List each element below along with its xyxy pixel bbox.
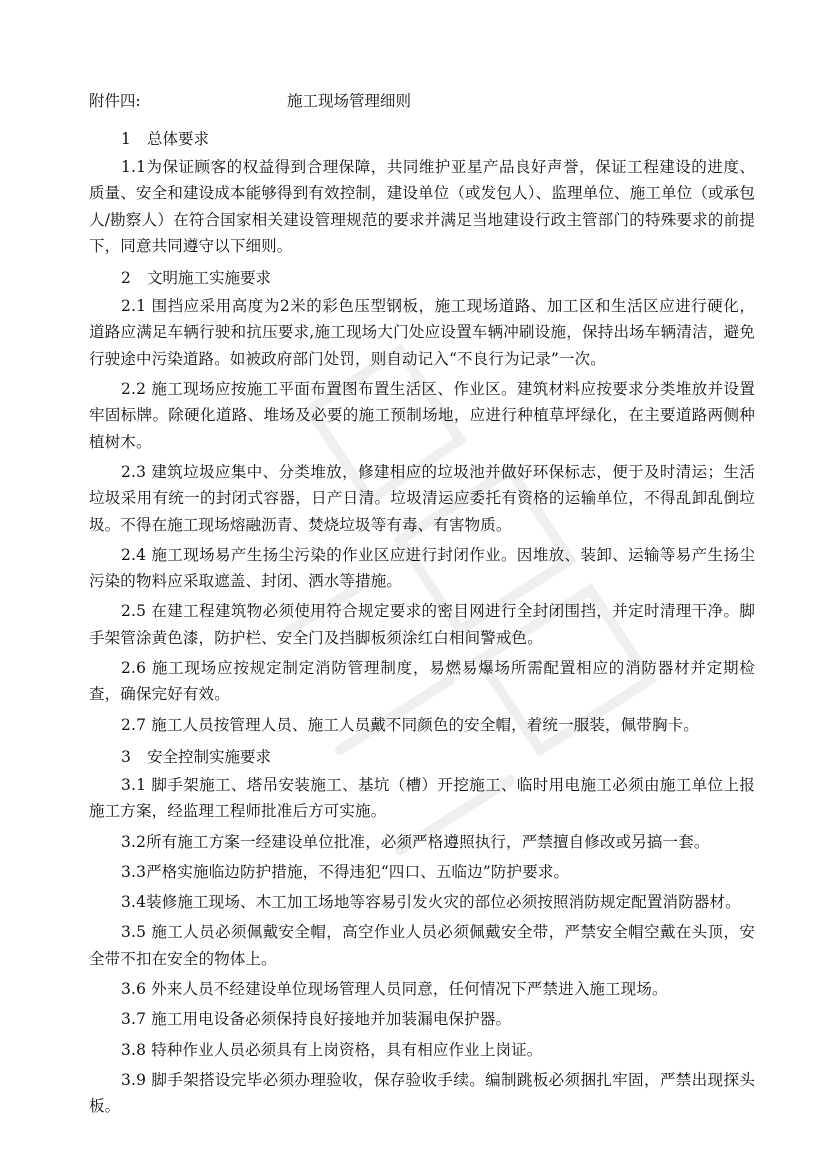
- paragraph-2-5: 2.5 在建工程建筑物必须使用符合规定要求的密目网进行全封闭围挡，并定时清理干净。脚手架管涂黄色漆，防护栏、安全门及挡脚板须涂红白相间警戒色。: [89, 602, 755, 647]
- section-heading: [89, 263, 755, 293]
- paragraph-2-6: 2.6 施工现场应按规定制定消防管理制度，易燃易爆场所需配置相应的消防器材并定期检查，确保完好有效。: [89, 659, 755, 704]
- paragraph-3-7: 3.7 施工用电设备必须保持良好接地并加装漏电保护器。: [121, 1010, 512, 1029]
- section-title: 安全控制实施要求: [147, 747, 272, 766]
- paragraph-2-3: 2.3 建筑垃圾应集中、分类堆放，修建相应的垃圾池并做好环保标志，便于及时清运；生活垃圾采用有统一的封闭式容器，日产日清。垃圾清运应委托有资格的运输单位，不得乱卸乱倒垃圾。不得在施工现场熔融沥青、焚烧垃圾等有毒、有害物质。: [89, 462, 755, 534]
- section-title: 文明施工实施要求: [147, 269, 272, 288]
- section-title: 总体要求: [147, 130, 210, 148]
- paragraph-3-6: 3.6 外来人员不经建设单位现场管理人员同意，任何情况下严禁进入施工现场。: [121, 980, 668, 999]
- document-title: 施工现场管理细则: [287, 92, 412, 110]
- section-heading: [89, 742, 755, 772]
- section-3: [89, 742, 755, 1120]
- section-number: 1: [121, 130, 131, 148]
- paragraph-2-7: 2.7 施工人员按管理人员、施工人员戴不同颜色的安全帽，着统一服装，佩带胸卡。: [121, 715, 699, 734]
- paragraph-3-3: 3.3严格实施临边防护措施，不得违犯“四口、五临边”防护要求。: [121, 862, 570, 881]
- section-number: 3: [121, 747, 131, 766]
- section-number: 2: [121, 269, 131, 288]
- paragraph-2-4: 2.4 施工现场易产生扬尘污染的作业区应进行封闭作业。因堆放、装卸、运输等易产生扬尘污染的物料应采取遮盖、封闭、洒水等措施。: [89, 545, 755, 591]
- paragraph-3-5: 3.5 施工人员必须佩戴安全帽，高空作业人员必须佩戴安全带，严禁安全帽空戴在头顶，安全带不扣在安全的物体上。: [89, 923, 755, 968]
- paragraph-3-4: 3.4装修施工现场、木工加工场地等容易引发火灾的部位必须按照消防规定配置消防器材。: [121, 893, 741, 912]
- attachment-label: 附件四:: [89, 92, 141, 110]
- document-header: [89, 88, 755, 114]
- paragraph-3-8: 3.8 特种作业人员必须具有上岗资格，具有相应作业上岗证。: [121, 1040, 543, 1059]
- paragraph-3-2: 3.2所有施工方案一经建设单位批准，必须严格遵照执行，严禁擅自修改或另搞一套。: [121, 832, 710, 851]
- paragraph-1-1: 1.1为保证顾客的权益得到合理保障，共同维护亚星产品良好声誉，保证工程建设的进度、质量、安全和建设成本能够得到有效控制，建设单位（或发包人）、监理单位、施工单位（或承包人/勘察人）在符合国家相关建设管理规范的要求并满足当地建设行政主管部门的特殊要求的前提下，同意共同遵守以下细则。: [89, 158, 755, 255]
- paragraph-3-9: 3.9 脚手架搭设完毕必须办理验收，保存验收手续。编制跳板必须捆扎牢固，严禁出现探头板。: [89, 1070, 755, 1116]
- paragraph-3-1: 3.1 脚手架施工、塔吊安装施工、基坑（槽）开挖施工、临时用电施工必须由施工单位上报施工方案，经监理工程师批准后方可实施。: [89, 775, 755, 821]
- paragraph-2-1: 2.1 围挡应采用高度为2米的彩色压型钢板，施工现场道路、加工区和生活区应进行硬化，道路应满足车辆行驶和抗压要求,施工现场大门处应设置车辆冲刷设施，保持出场车辆清洁，避免行驶途中污染道路。如被政府部门处罚，则自动记入“不良行为记录”一次。: [89, 297, 755, 368]
- section-2: [89, 263, 755, 738]
- document-page: [89, 88, 755, 1124]
- section-1: [89, 124, 755, 259]
- section-heading: [89, 124, 755, 154]
- paragraph-2-2: 2.2 施工现场应按施工平面布置图布置生活区、作业区。建筑材料应按要求分类堆放并设置牢固标牌。除硬化道路、堆场及必要的施工预制场地，应进行种植草坪绿化，在主要道路两侧种植树木。: [89, 380, 755, 451]
